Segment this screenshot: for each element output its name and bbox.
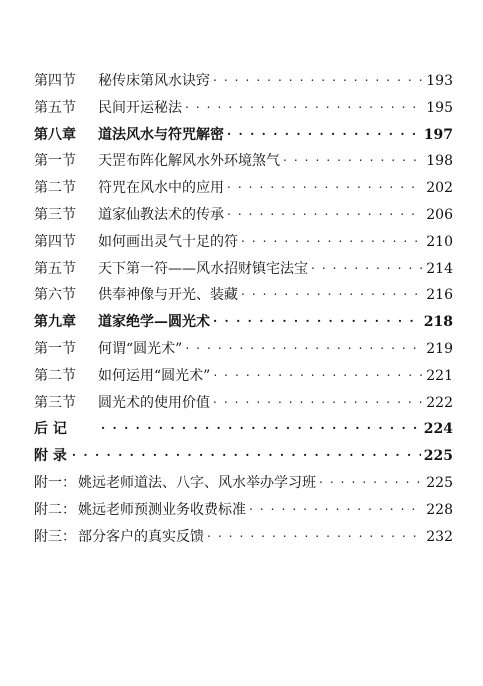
toc-page-number: 193	[426, 73, 453, 89]
toc-label: 附 录	[34, 448, 67, 465]
toc-page-number: 197	[423, 126, 453, 143]
toc-page-number: 210	[426, 233, 453, 250]
dot-leader	[311, 259, 423, 273]
toc-title: 何谓“圆光术”	[98, 340, 183, 357]
toc-title: 供奉神像与开光、装藏	[98, 287, 238, 304]
dot-leader	[207, 527, 423, 541]
toc-label: 第四节	[34, 233, 76, 250]
toc-label: 附二：	[34, 501, 76, 518]
dot-leader	[185, 98, 423, 112]
toc-page-number: 224	[423, 421, 453, 438]
toc-row	[34, 390, 453, 417]
toc-page-number: 225	[426, 474, 453, 491]
toc-section-row	[34, 416, 453, 443]
toc-title: 圆光术的使用价值	[98, 394, 210, 411]
dot-leader	[72, 446, 421, 460]
toc-label: 第八章	[34, 126, 76, 143]
toc-chapter-row	[34, 309, 453, 336]
toc-page-number: 218	[423, 314, 453, 331]
toc-page-number: 219	[426, 340, 453, 357]
dot-leader	[185, 339, 423, 353]
toc-page-number: 214	[426, 260, 453, 277]
toc-label: 附三：	[34, 528, 76, 545]
dot-leader	[241, 285, 423, 299]
toc-label: 后 记	[34, 421, 67, 438]
toc-label: 第四节	[34, 73, 76, 89]
dot-leader	[227, 125, 421, 139]
toc-title: 道家仙教法术的传承	[98, 206, 224, 223]
toc-title: 天下第一符——风水招财镇宅法宝	[98, 260, 308, 277]
toc-row	[34, 470, 453, 497]
toc-page-number: 216	[426, 287, 453, 304]
dot-leader	[213, 366, 423, 380]
toc-row	[34, 524, 453, 551]
dot-leader	[241, 232, 423, 246]
toc-page-number: 232	[426, 528, 453, 545]
dot-leader	[227, 178, 423, 192]
toc-label: 第一节	[34, 153, 76, 170]
dot-leader	[213, 312, 421, 326]
toc-page-number: 202	[426, 180, 453, 197]
toc-row	[34, 95, 453, 122]
toc-row	[34, 175, 453, 202]
toc-title: 民间开运秘法	[98, 99, 182, 116]
dot-leader	[283, 151, 423, 165]
toc-title: 如何画出灵气十足的符	[98, 233, 238, 250]
toc-title: 如何运用“圆光术”	[98, 367, 211, 384]
toc-page-number: 221	[426, 367, 453, 384]
toc-row	[34, 256, 453, 283]
toc-title: 秘传床第风水诀窍	[98, 73, 210, 89]
toc-title: 道法风水与符咒解密	[98, 126, 224, 143]
toc-row	[34, 336, 453, 363]
toc-page-number: 228	[426, 501, 453, 518]
table-of-contents	[34, 68, 453, 550]
toc-page-number: 225	[423, 448, 453, 465]
toc-title: 符咒在风水中的应用	[98, 180, 224, 197]
toc-row	[34, 202, 453, 229]
toc-label: 第三节	[34, 206, 76, 223]
toc-page-number: 198	[426, 153, 453, 170]
toc-section-row	[34, 443, 453, 470]
toc-title: 部分客户的真实反馈	[78, 528, 204, 545]
dot-leader	[213, 393, 423, 407]
dot-leader	[249, 500, 423, 514]
toc-chapter-row	[34, 122, 453, 149]
toc-row	[34, 68, 453, 95]
dot-leader	[319, 473, 423, 487]
toc-row	[34, 497, 453, 524]
toc-row	[34, 229, 453, 256]
toc-title: 道家绝学—圆光术	[98, 314, 210, 331]
toc-label: 第三节	[34, 394, 76, 411]
toc-row	[34, 148, 453, 175]
toc-row	[34, 282, 453, 309]
toc-label: 附一：	[34, 474, 76, 491]
toc-label: 第五节	[34, 260, 76, 277]
toc-row	[34, 363, 453, 390]
dot-leader	[213, 71, 423, 85]
toc-title: 姚远老师预测业务收费标准	[78, 501, 246, 518]
toc-page-number: 206	[426, 206, 453, 223]
toc-label: 第五节	[34, 99, 76, 116]
toc-label: 第二节	[34, 367, 76, 384]
toc-title: 天罡布阵化解风水外环境煞气	[98, 153, 280, 170]
toc-page-number: 195	[426, 99, 453, 116]
toc-label: 第二节	[34, 180, 76, 197]
toc-title: 姚远老师道法、八字、风水举办学习班	[78, 474, 316, 491]
toc-label: 第九章	[34, 314, 76, 331]
toc-label: 第一节	[34, 340, 76, 357]
toc-label: 第六节	[34, 287, 76, 304]
dot-leader	[227, 205, 423, 219]
toc-page-number: 222	[426, 394, 453, 411]
dot-leader	[101, 419, 421, 433]
